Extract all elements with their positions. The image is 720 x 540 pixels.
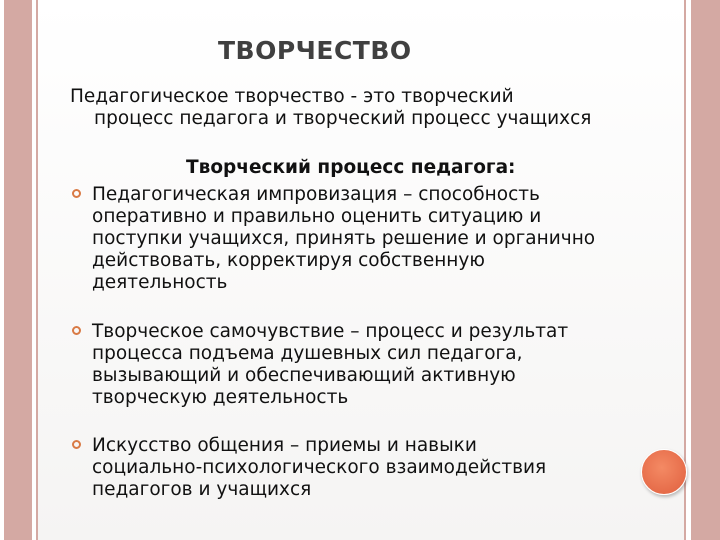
intro-line-2: процесс педагога и творческий процесс учащихся (94, 108, 592, 129)
hollow-circle-bullet-icon (72, 440, 81, 449)
orange-circle-icon (641, 449, 687, 495)
right-border-stripe (691, 0, 720, 540)
bullet-text: Творческое самочувствие – процесс и результат процесса подъема душевных сил педагога, вызывающий и обеспечивающий активную творческую деятельность (92, 321, 569, 408)
bullet-text: Педагогическая импровизация – способность оперативно и правильно оценить ситуацию и поступки учащихся, принять решение и органично действовать, корректируя собственную деятельность (92, 184, 596, 293)
hollow-circle-bullet-icon (72, 189, 81, 198)
section-subheading: Творческий процесс педагога: (186, 157, 516, 178)
left-border-stripe (4, 0, 32, 540)
hollow-circle-bullet-icon (72, 326, 81, 335)
slide-title: ТВОРЧЕСТВО (218, 36, 412, 65)
intro-line-1: Педагогическое творчество - это творческий (70, 86, 514, 107)
bullet-text: Искусство общения – приемы и навыки социально-психологического взаимодействия педагогов и учащихся (92, 435, 547, 500)
intro-paragraph (70, 86, 684, 130)
